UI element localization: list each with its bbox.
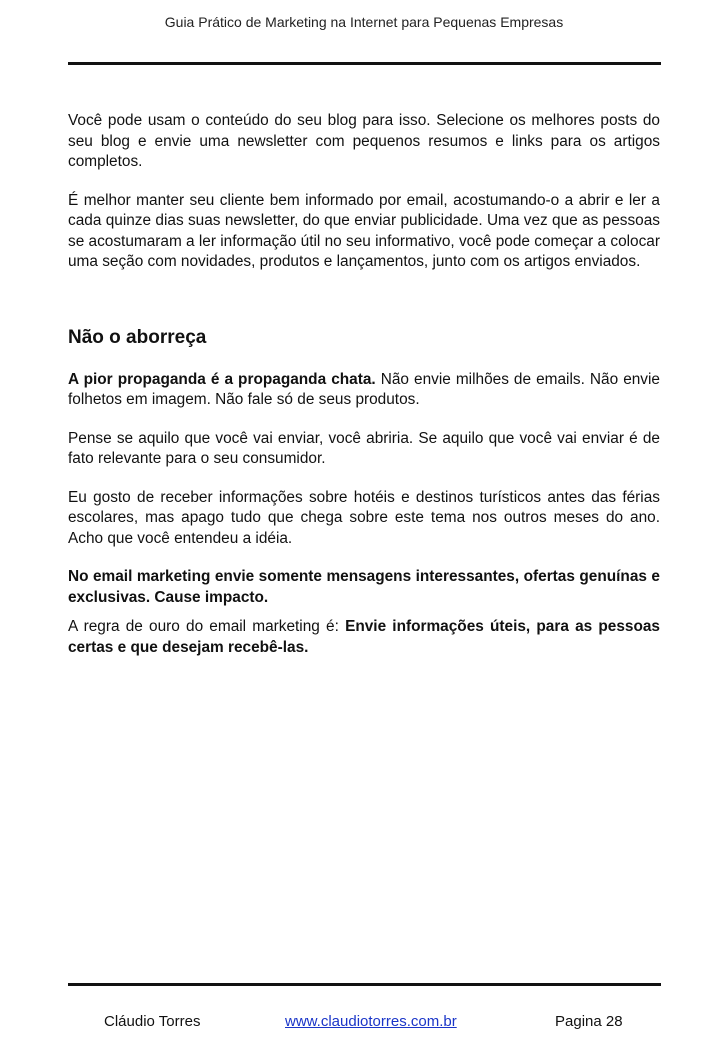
paragraph <box>68 370 660 411</box>
paragraph-text: A regra de ouro do email marketing é: <box>68 618 346 635</box>
bold-text: Envie informações úteis, para as pessoas certas e que desejam recebê-las. <box>68 618 660 656</box>
footer-author: Cláudio Torres <box>104 1013 201 1030</box>
header-rule <box>68 62 661 65</box>
paragraph: Pense se aquilo que você vai enviar, você abriria. Se aquilo que você vai enviar é de fato relevante para o seu consumidor. <box>68 429 660 467</box>
paragraph: Você pode usam o conteúdo do seu blog para isso. Selecione os melhores posts do seu blog e envie uma newsletter com pequenos resumos e links para os artigos completos. <box>68 112 660 170</box>
footer-page-number: Pagina 28 <box>555 1013 623 1030</box>
bold-text: No email marketing envie somente mensagens interessantes, ofertas genuínas e exclusivas. Cause impacto. <box>68 568 660 606</box>
paragraph: É melhor manter seu cliente bem informado por email, acostumando-o a abrir e ler a cada quinze dias suas newsletter, do que enviar publicidade. Uma vez que as pessoas se acostumaram a ler informação útil no seu informativo, você pode começar a colocar uma seção com novidades, produtos e lançamentos, junto com os artigos enviados. <box>68 191 660 270</box>
paragraph-bold <box>68 567 660 608</box>
page-content <box>68 111 660 676</box>
footer <box>0 1013 728 1033</box>
paragraph-text: Não envie milhões de emails. Não envie folhetos em imagem. Não fale só de seus produtos. <box>68 370 660 408</box>
paragraph: Eu gosto de receber informações sobre hotéis e destinos turísticos antes das férias escolares, mas apago tudo que chega sobre este tema nos outros meses do ano. Acho que você entendeu a idéia. <box>68 488 660 547</box>
bold-lead: A pior propaganda é a propaganda chata. <box>68 370 376 388</box>
running-header: Guia Prático de Marketing na Internet para Pequenas Empresas <box>164 14 564 30</box>
footer-rule <box>68 983 661 986</box>
footer-site-link[interactable]: www.claudiotorres.com.br <box>285 1013 457 1030</box>
section-heading: Não o aborreça <box>68 326 207 348</box>
paragraph <box>68 617 660 658</box>
